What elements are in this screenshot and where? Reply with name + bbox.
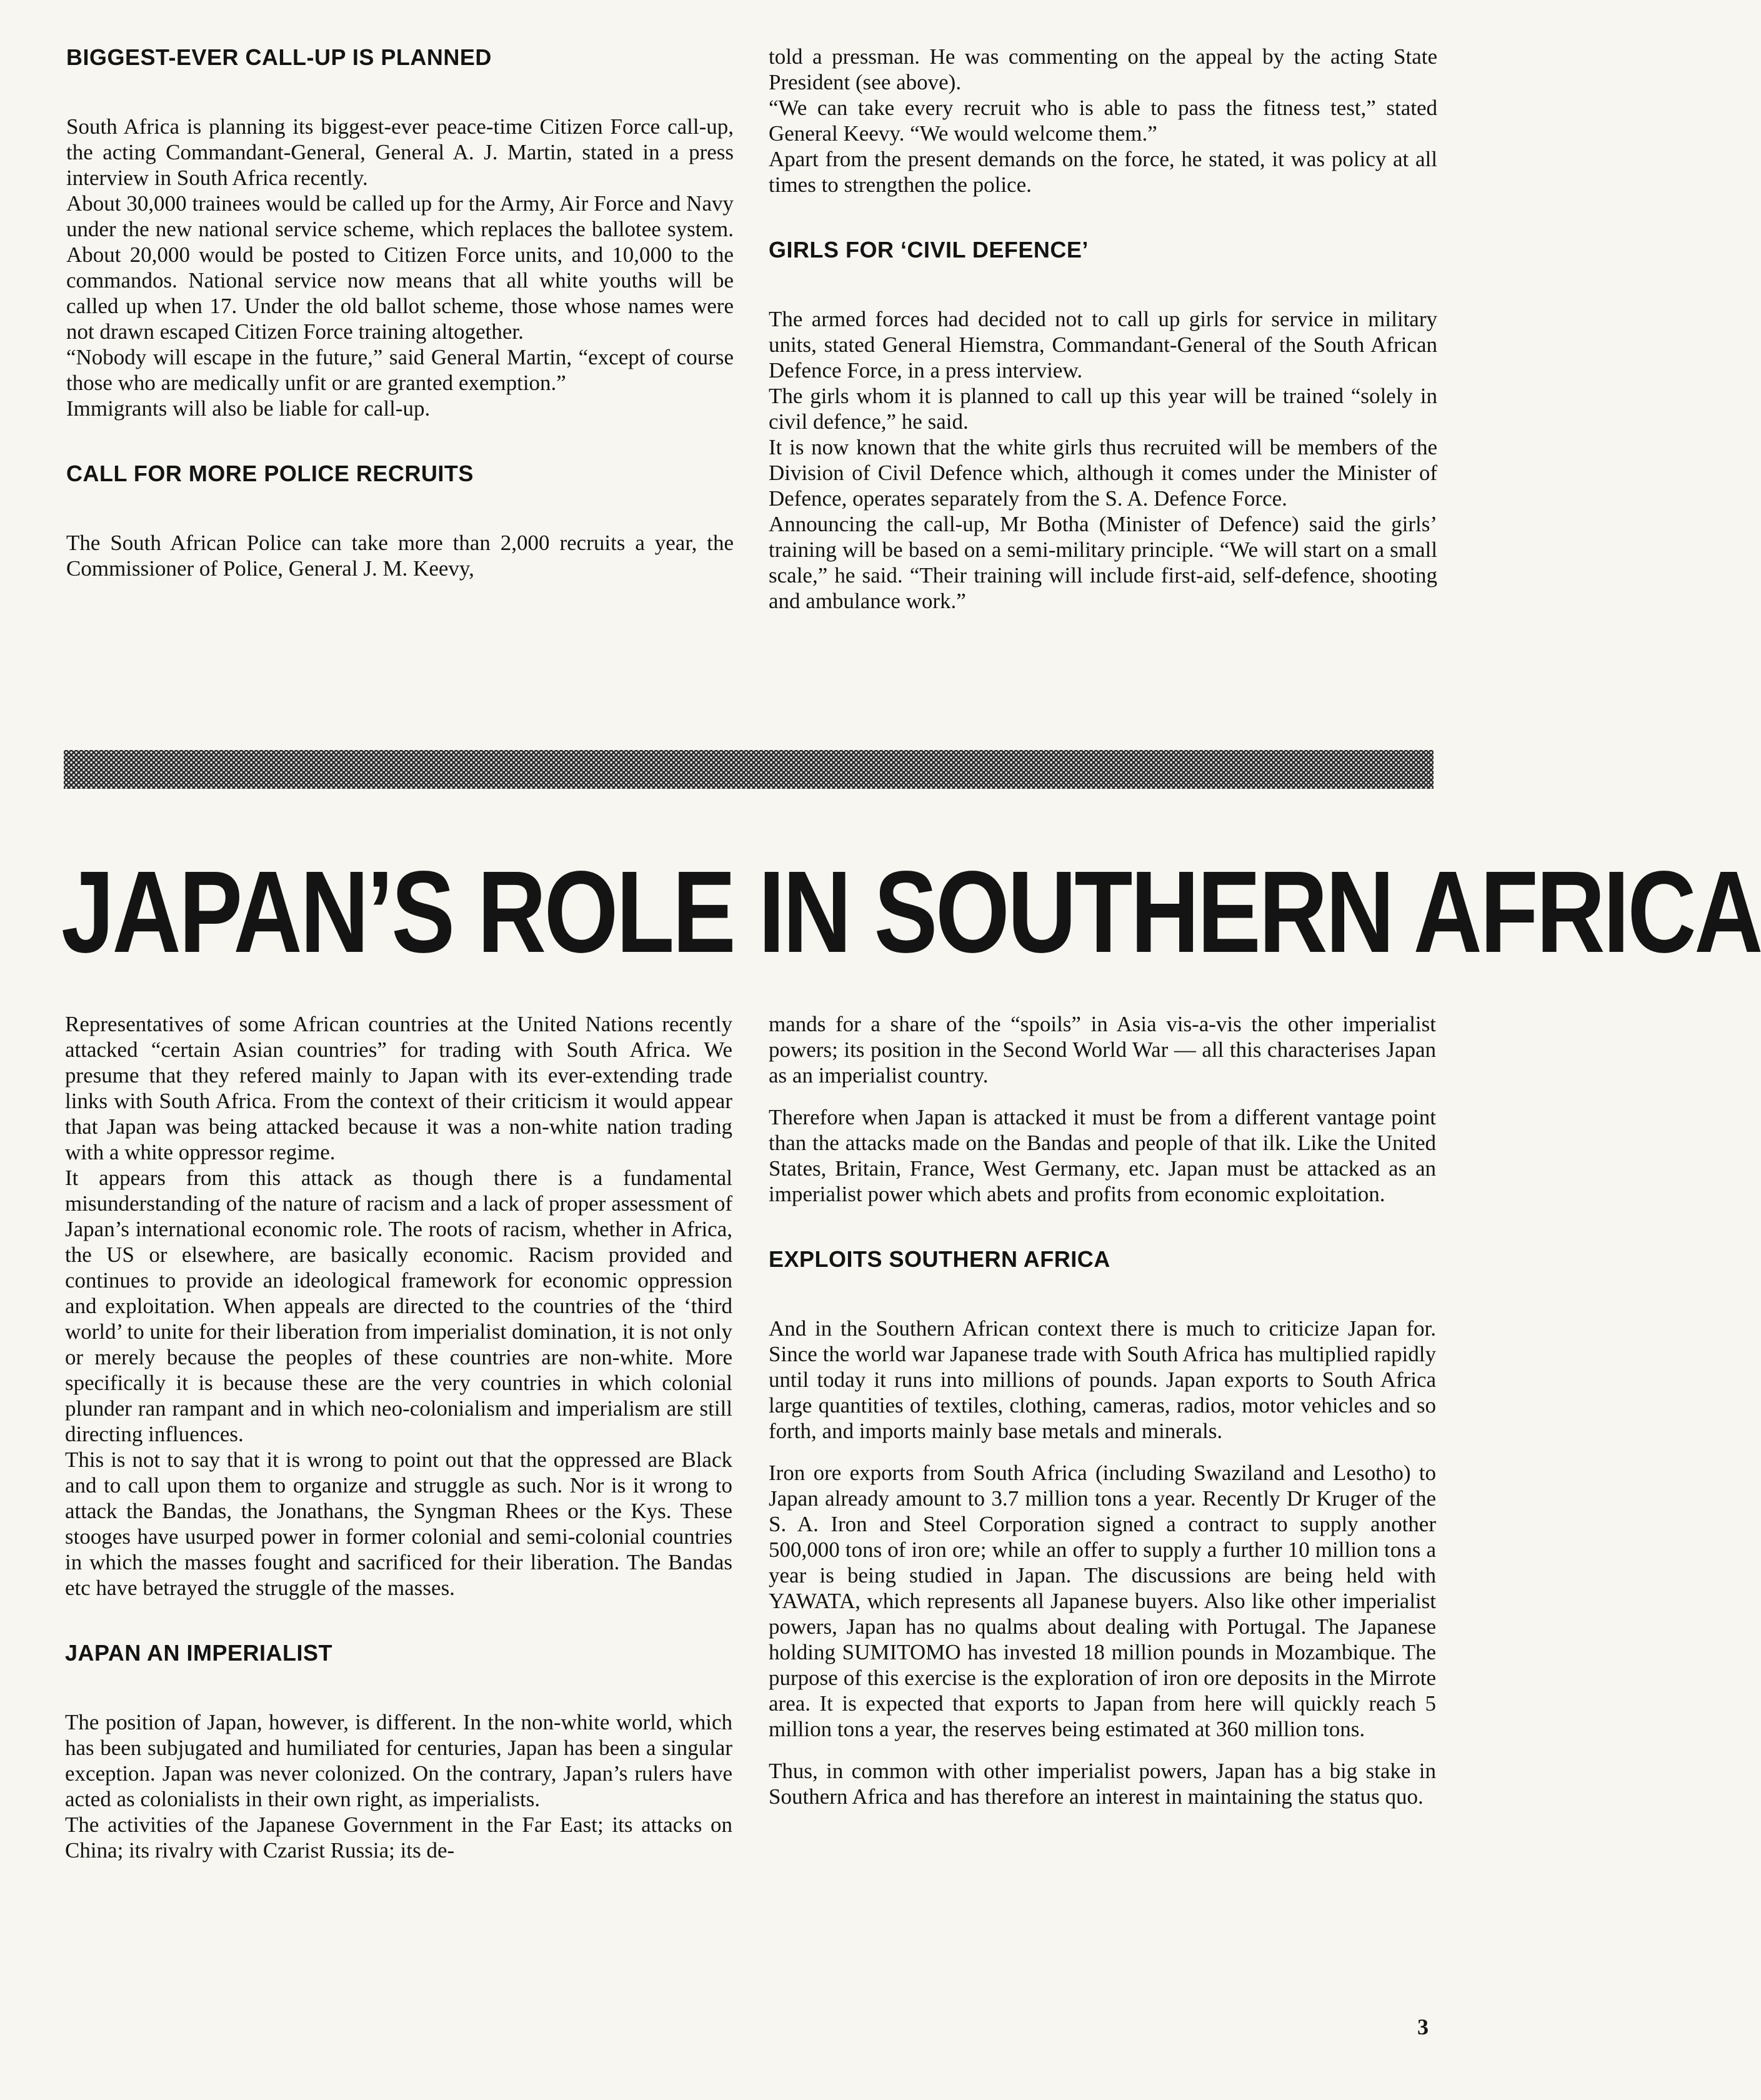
heading-police-recruits: CALL FOR MORE POLICE RECRUITS bbox=[66, 461, 474, 486]
paragraph: This is not to say that it is wrong to point out that the oppressed are Black and to call upon them to organize and struggle as such. Nor is it wrong to attack the Bandas, the Jonathans, the Syngman Rhees or the Kys. These stooges have usurped power in former colonial and semi-colonial countries in which the masses fought and sacrificed for their liberation. The Bandas etc have betrayed the struggle of the masses. bbox=[65, 1448, 732, 1600]
paragraph: The girls whom it is planned to call up this year will be trained “solely in civil defence,” he said. bbox=[769, 384, 1437, 434]
heading-biggest-call-up: BIGGEST-EVER CALL-UP IS PLANNED bbox=[66, 44, 492, 70]
heading-girls-civil-defence: GIRLS FOR ‘CIVIL DEFENCE’ bbox=[769, 237, 1089, 262]
paragraph: The position of Japan, however, is different. In the non-white world, which has been subjugated and humiliated for centuries, Japan has been a singular exception. Japan was never colonized. On the contrary, Japan’s rulers have acted as colonialists in their own right, as imperialists. bbox=[65, 1710, 732, 1811]
column-top-right bbox=[769, 44, 1437, 614]
halftone-divider-band bbox=[64, 750, 1434, 789]
paragraph: Representatives of some African countries at the United Nations recently attacked “certain Asian countries” for trading with South Africa. We presume that they refered mainly to Japan with its ever-extending trade links with South Africa. From the context of their criticism it would appear that Japan was being attacked because it was a non-white nation trading with a white oppressor regime. bbox=[65, 1012, 732, 1164]
paragraph: Therefore when Japan is attacked it must be from a different vantage point than the attacks made on the Bandas and people of that ilk. Like the United States, Britain, France, West Germany, etc. Japan must be attacked as an imperialist power which abets and profits from economic exploitation. bbox=[769, 1105, 1436, 1206]
paragraph: Thus, in common with other imperialist powers, Japan has a big stake in Southern Africa and has therefore an interest in maintaining the status quo. bbox=[769, 1759, 1436, 1809]
page-number: 3 bbox=[1417, 2014, 1429, 2039]
paragraph: About 30,000 trainees would be called up for the Army, Air Force and Navy under the new national service scheme, which replaces the ballotee system. About 20,000 would be posted to Citizen Force units, and 10,000 to the commandos. National service now means that all white youths will be called up when 17. Under the old ballot scheme, those whose names were not drawn escaped Citizen Force training altogether. bbox=[66, 191, 734, 344]
paragraph: It is now known that the white girls thus recruited will be members of the Division of Civil Defence which, although it comes under the Minister of Defence, operates separately from the S. A. Defence Force. bbox=[769, 435, 1437, 511]
paragraph: The activities of the Japanese Government in the Far East; its attacks on China; its rivalry with Czarist Russia; its de- bbox=[65, 1812, 732, 1862]
column-bottom-left bbox=[65, 1011, 732, 1863]
paragraph: told a pressman. He was commenting on the appeal by the acting State President (see above). bbox=[769, 44, 1437, 94]
paragraph: “We can take every recruit who is able to pass the fitness test,” stated General Keevy. “We would welcome them.” bbox=[769, 96, 1437, 146]
column-bottom-right bbox=[769, 1011, 1436, 1809]
paragraph: It appears from this attack as though there is a fundamental misunderstanding of the nature of racism and a lack of proper assessment of Japan’s international economic role. The roots of racism, whether in Africa, the US or elsewhere, are basically economic. Racism provided and continues to provide an ideological framework for economic oppression and exploitation. When appeals are directed to the countries of the ‘third world’ to unite for their liberation from imperialist domination, it is not only or merely because the peoples of these countries are non-white. More specifically it is because these are the very countries in which colonial plunder ran rampant and in which neo-colonialism and imperialism are still directing influences. bbox=[65, 1166, 732, 1446]
main-title: JAPAN’S ROLE IN SOUTHERN AFRICA bbox=[61, 848, 1761, 977]
column-top-left bbox=[66, 44, 734, 581]
paragraph: Immigrants will also be liable for call-up. bbox=[66, 396, 431, 421]
heading-exploits-southern-africa: EXPLOITS SOUTHERN AFRICA bbox=[769, 1246, 1110, 1272]
paragraph: “Nobody will escape in the future,” said General Martin, “except of course those who are medically unfit or are granted exemption.” bbox=[66, 345, 734, 395]
paragraph: South Africa is planning its biggest-ever peace-time Citizen Force call-up, the acting Commandant-General, General A. J. Martin, stated in a press interview in South Africa recently. bbox=[66, 114, 734, 190]
paragraph: Announcing the call-up, Mr Botha (Minister of Defence) said the girls’ training will be based on a semi-military principle. “We will start on a small scale,” he said. “Their training will include first-aid, self-defence, shooting and ambulance work.” bbox=[769, 512, 1437, 613]
paragraph: The South African Police can take more than 2,000 recruits a year, the Commissioner of Police, General J. M. Keevy, bbox=[66, 531, 734, 581]
paragraph: mands for a share of the “spoils” in Asia vis-a-vis the other imperialist powers; its position in the Second World War — all this characterises Japan as an imperialist country. bbox=[769, 1012, 1436, 1088]
heading-japan-imperialist: JAPAN AN IMPERIALIST bbox=[65, 1640, 333, 1666]
paragraph: Apart from the present demands on the force, he stated, it was policy at all times to strengthen the police. bbox=[769, 147, 1437, 197]
paragraph: And in the Southern African context there is much to criticize Japan for. Since the world war Japanese trade with South Africa has multiplied rapidly until today it runs into millions of pounds. Japan exports to South Africa large quantities of textiles, clothing, cameras, radios, motor vehicles and so forth, and imports mainly base metals and minerals. bbox=[769, 1316, 1436, 1443]
paragraph: Iron ore exports from South Africa (including Swaziland and Lesotho) to Japan already amount to 3.7 million tons a year. Recently Dr Kruger of the S. A. Iron and Steel Corporation signed a contract to supply another 500,000 tons of iron ore; while an offer to supply a further 10 million tons a year is being studied in Japan. The discussions are being held with YAWATA, which represents all Japanese buyers. Also like other imperialist powers, Japan has no qualms about dealing with Portugal. The Japanese holding SUMITOMO has invested 18 million pounds in Mozambique. The purpose of this exercise is the exploration of iron ore deposits in the Mirrote area. It is expected that exports to Japan from here will quickly reach 5 million tons a year, the reserves being estimated at 360 million tons. bbox=[769, 1461, 1436, 1741]
paragraph: The armed forces had decided not to call up girls for service in military units, stated General Hiemstra, Commandant-General of the South African Defence Force, in a press interview. bbox=[769, 307, 1437, 382]
